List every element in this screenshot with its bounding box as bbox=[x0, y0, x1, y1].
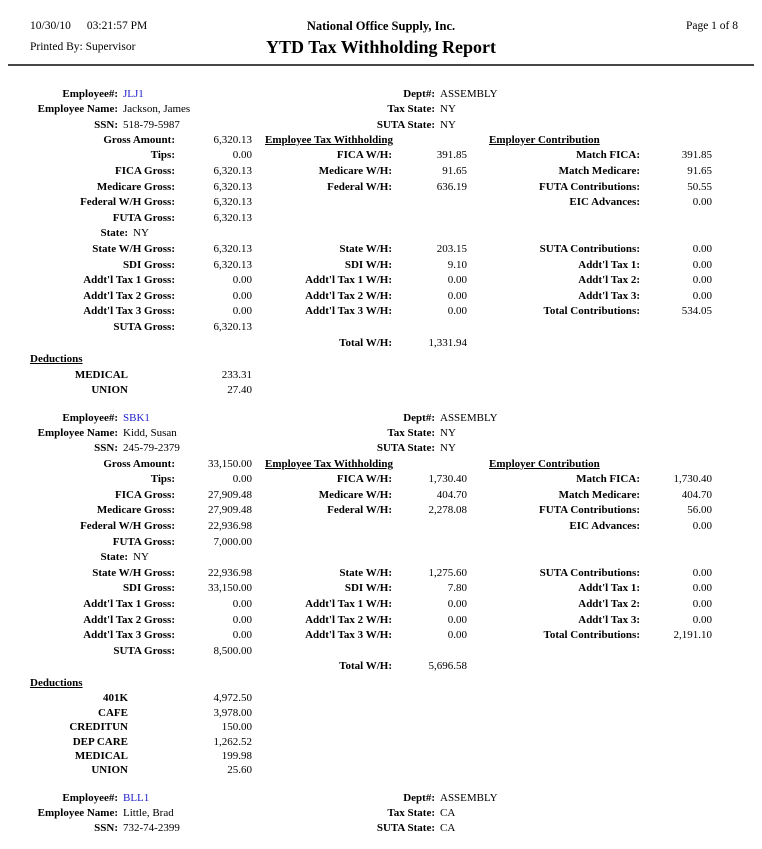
row-label: Medicare W/H: bbox=[318, 488, 392, 501]
deduction-label: MEDICAL bbox=[74, 750, 128, 763]
info-value: CA bbox=[440, 822, 456, 835]
row-label: Addt'l Tax 2 W/H: bbox=[305, 289, 392, 302]
employee-tax-withholding-header: Employee Tax Withholding bbox=[265, 133, 393, 146]
row-value: 0.00 bbox=[232, 274, 252, 287]
deduction-label: DEP CARE bbox=[72, 735, 128, 748]
info-label: Employee#: bbox=[62, 88, 118, 100]
row-value: 1,275.60 bbox=[428, 566, 467, 579]
tax-grid-row bbox=[30, 457, 762, 473]
info-value: 245-79-2379 bbox=[123, 442, 180, 455]
state-value: NY bbox=[133, 227, 149, 240]
row-label: Addt'l Tax 3 Gross: bbox=[83, 305, 175, 318]
row-label: FUTA Contributions: bbox=[539, 180, 640, 193]
row-value: 2,278.08 bbox=[428, 504, 467, 517]
row-value: 50.55 bbox=[687, 180, 712, 193]
row-value: 534.05 bbox=[681, 305, 712, 318]
info-value: ASSEMBLY bbox=[440, 411, 498, 424]
deduction-value: 233.31 bbox=[221, 368, 252, 381]
info-value: ASSEMBLY bbox=[440, 88, 498, 100]
row-label: Total W/H: bbox=[339, 660, 392, 673]
deduction-row bbox=[30, 763, 762, 777]
info-label: Employee Name: bbox=[37, 427, 118, 439]
row-value: 6,320.13 bbox=[213, 321, 252, 334]
row-label: EIC Advances: bbox=[569, 196, 640, 209]
deduction-row bbox=[30, 749, 762, 763]
info-value: NY bbox=[440, 427, 456, 439]
info-label: Dept#: bbox=[403, 791, 435, 804]
row-value: 1,331.94 bbox=[428, 336, 467, 349]
employee-info bbox=[30, 791, 762, 837]
row-value: 27,909.48 bbox=[208, 504, 252, 517]
row-label: Federal W/H: bbox=[327, 504, 392, 517]
deduction-label: UNION bbox=[91, 383, 128, 396]
deduction-row bbox=[30, 706, 762, 720]
info-label: Employee#: bbox=[62, 791, 118, 804]
deduction-label: UNION bbox=[91, 764, 128, 777]
info-label: SSN: bbox=[94, 118, 118, 131]
print-date: 10/30/10 bbox=[30, 20, 71, 32]
row-value: 404.70 bbox=[681, 488, 712, 501]
row-value: 6,320.13 bbox=[213, 133, 252, 146]
info-value: NY bbox=[440, 118, 456, 131]
row-label: SDI W/H: bbox=[344, 582, 392, 595]
report-body bbox=[0, 66, 762, 837]
row-label: Match Medicare: bbox=[558, 488, 640, 501]
row-label: Tips: bbox=[150, 149, 175, 162]
row-label: Federal W/H: bbox=[327, 180, 392, 193]
row-value: 6,320.13 bbox=[213, 211, 252, 224]
row-value: 0.00 bbox=[692, 519, 712, 532]
employee-section bbox=[0, 87, 762, 398]
report-title: YTD Tax Withholding Report bbox=[266, 37, 496, 57]
employee-info bbox=[30, 411, 762, 457]
row-label: Addt'l Tax 3: bbox=[578, 613, 640, 626]
tax-grid-row bbox=[30, 519, 762, 535]
employer-contribution-header: Employer Contribution bbox=[489, 133, 600, 146]
row-value: 22,936.98 bbox=[208, 566, 252, 579]
row-value: 56.00 bbox=[687, 504, 712, 517]
row-label: State W/H Gross: bbox=[92, 243, 175, 256]
row-value: 6,320.13 bbox=[213, 258, 252, 271]
row-label: EIC Advances: bbox=[569, 519, 640, 532]
deduction-row bbox=[30, 691, 762, 705]
row-label: Addt'l Tax 1 W/H: bbox=[305, 274, 392, 287]
info-value: 732-74-2399 bbox=[123, 822, 180, 835]
row-value: 6,320.13 bbox=[213, 165, 252, 178]
row-label: Tips: bbox=[150, 473, 175, 486]
row-label: Match Medicare: bbox=[558, 165, 640, 178]
row-label: SUTA Contributions: bbox=[539, 566, 640, 579]
employee-section bbox=[0, 411, 762, 778]
row-value: 0.00 bbox=[692, 613, 712, 626]
row-label: Addt'l Tax 1 W/H: bbox=[305, 597, 392, 610]
row-value: 1,730.40 bbox=[673, 473, 712, 486]
row-value: 91.65 bbox=[442, 165, 467, 178]
row-value: 8,500.00 bbox=[213, 644, 252, 657]
row-value: 391.85 bbox=[681, 149, 712, 162]
printed-by: Printed By: Supervisor bbox=[30, 41, 136, 53]
tax-grid-row bbox=[30, 503, 762, 519]
row-label: SDI Gross: bbox=[122, 258, 175, 271]
tax-grid-row bbox=[30, 581, 762, 597]
page-number: Page 1 of 8 bbox=[685, 20, 738, 32]
tax-grid-row bbox=[30, 258, 762, 274]
row-value: 5,696.58 bbox=[428, 660, 467, 673]
row-label: Gross Amount: bbox=[103, 133, 175, 146]
row-value: 1,730.40 bbox=[428, 473, 467, 486]
row-value: 0.00 bbox=[232, 305, 252, 318]
row-value: 33,150.00 bbox=[208, 457, 252, 470]
deduction-value: 1,262.52 bbox=[213, 735, 252, 748]
info-label: Dept#: bbox=[403, 88, 435, 100]
deduction-row bbox=[30, 735, 762, 749]
row-label: Addt'l Tax 3 W/H: bbox=[305, 305, 392, 318]
tax-grid bbox=[30, 457, 762, 675]
row-label: Federal W/H Gross: bbox=[80, 196, 175, 209]
row-value: 0.00 bbox=[692, 258, 712, 271]
tax-grid-row bbox=[30, 273, 762, 289]
info-label: Tax State: bbox=[387, 807, 435, 820]
info-value: CA bbox=[440, 807, 456, 820]
deductions-header: Deductions bbox=[30, 676, 83, 689]
tax-grid-row bbox=[30, 289, 762, 305]
tax-grid-row bbox=[30, 597, 762, 613]
row-label: FUTA Gross: bbox=[112, 535, 175, 548]
info-value: 518-79-5987 bbox=[123, 118, 180, 131]
row-value: 0.00 bbox=[692, 582, 712, 595]
employee-section bbox=[0, 791, 762, 837]
row-value: 404.70 bbox=[436, 488, 467, 501]
row-value: 0.00 bbox=[692, 289, 712, 302]
company-name: National Office Supply, Inc. bbox=[306, 19, 456, 33]
row-value: 22,936.98 bbox=[208, 519, 252, 532]
row-label: Addt'l Tax 2 Gross: bbox=[83, 289, 175, 302]
report-header bbox=[0, 0, 762, 66]
row-label: Medicare W/H: bbox=[318, 165, 392, 178]
row-label: FUTA Gross: bbox=[112, 211, 175, 224]
info-label: SSN: bbox=[94, 442, 118, 455]
info-value: Kidd, Susan bbox=[123, 427, 177, 439]
row-label: Addt'l Tax 2: bbox=[578, 274, 640, 287]
row-label: SUTA Gross: bbox=[113, 644, 175, 657]
row-value: 0.00 bbox=[232, 149, 252, 162]
deduction-value: 4,972.50 bbox=[213, 692, 252, 705]
row-label: Federal W/H Gross: bbox=[80, 519, 175, 532]
row-label: FICA W/H: bbox=[336, 473, 392, 486]
row-label: Addt'l Tax 2 W/H: bbox=[305, 613, 392, 626]
row-value: 0.00 bbox=[692, 274, 712, 287]
deduction-value: 3,978.00 bbox=[213, 706, 252, 719]
state-label: State: bbox=[100, 227, 128, 240]
deduction-label: 401K bbox=[102, 692, 128, 705]
row-label: Addt'l Tax 1: bbox=[578, 258, 640, 271]
row-value: 0.00 bbox=[447, 305, 467, 318]
row-label: Addt'l Tax 2 Gross: bbox=[83, 613, 175, 626]
tax-grid-row bbox=[30, 644, 762, 660]
state-row bbox=[30, 550, 252, 566]
row-value: 91.65 bbox=[687, 165, 712, 178]
info-value: Little, Brad bbox=[123, 807, 174, 820]
row-value: 0.00 bbox=[232, 629, 252, 642]
tax-grid-row bbox=[30, 628, 762, 644]
info-label: SSN: bbox=[94, 822, 118, 835]
tax-grid-row bbox=[30, 148, 762, 164]
row-value: 0.00 bbox=[692, 196, 712, 209]
row-label: FICA Gross: bbox=[115, 165, 175, 178]
row-value: 6,320.13 bbox=[213, 196, 252, 209]
row-label: SUTA Gross: bbox=[113, 321, 175, 334]
deductions-header: Deductions bbox=[30, 353, 83, 366]
info-label: Employee#: bbox=[62, 411, 118, 424]
employee-info bbox=[30, 87, 762, 133]
row-label: Addt'l Tax 1 Gross: bbox=[83, 274, 175, 287]
tax-grid-row bbox=[30, 226, 762, 242]
row-label: Match FICA: bbox=[576, 149, 640, 162]
tax-grid-row bbox=[30, 550, 762, 566]
row-label: Medicare Gross: bbox=[96, 180, 175, 193]
print-time: 03:21:57 PM bbox=[86, 20, 148, 32]
tax-grid-row bbox=[30, 320, 762, 336]
row-value: 0.00 bbox=[447, 274, 467, 287]
row-label: FICA Gross: bbox=[115, 488, 175, 501]
deduction-label: MEDICAL bbox=[74, 368, 128, 381]
info-label: SUTA State: bbox=[376, 442, 435, 455]
row-label: SDI W/H: bbox=[344, 258, 392, 271]
row-value: 2,191.10 bbox=[673, 629, 712, 642]
employee-id: BLL1 bbox=[123, 791, 150, 804]
tax-grid-row bbox=[30, 566, 762, 582]
row-label: Total Contributions: bbox=[543, 629, 640, 642]
tax-grid-row bbox=[30, 336, 762, 352]
row-label: FUTA Contributions: bbox=[539, 504, 640, 517]
row-value: 9.10 bbox=[447, 258, 467, 271]
row-value: 203.15 bbox=[436, 243, 467, 256]
info-label: Tax State: bbox=[387, 103, 435, 116]
header-divider bbox=[8, 64, 754, 66]
row-label: State W/H: bbox=[339, 243, 392, 256]
row-label: Total W/H: bbox=[339, 336, 392, 349]
info-value: Jackson, James bbox=[123, 103, 191, 116]
tax-grid-row bbox=[30, 211, 762, 227]
row-value: 6,320.13 bbox=[213, 243, 252, 256]
row-label: Gross Amount: bbox=[103, 457, 175, 470]
tax-grid-row bbox=[30, 472, 762, 488]
deduction-value: 199.98 bbox=[221, 750, 252, 763]
info-label: SUTA State: bbox=[376, 822, 435, 835]
tax-grid-row bbox=[30, 133, 762, 149]
row-label: SUTA Contributions: bbox=[539, 243, 640, 256]
deduction-label: CREDITUN bbox=[69, 721, 128, 734]
row-value: 0.00 bbox=[232, 289, 252, 302]
tax-grid-row bbox=[30, 488, 762, 504]
tax-grid-row bbox=[30, 304, 762, 320]
row-value: 0.00 bbox=[232, 613, 252, 626]
employer-contribution-header: Employer Contribution bbox=[489, 457, 600, 470]
row-label: State W/H: bbox=[339, 566, 392, 579]
employee-id: JLJ1 bbox=[123, 88, 144, 100]
employee-tax-withholding-header: Employee Tax Withholding bbox=[265, 457, 393, 470]
row-value: 0.00 bbox=[447, 597, 467, 610]
row-label: Addt'l Tax 1 Gross: bbox=[83, 597, 175, 610]
employee-id: SBK1 bbox=[123, 411, 150, 424]
tax-grid bbox=[30, 133, 762, 351]
tax-grid-row bbox=[30, 180, 762, 196]
deduction-value: 27.40 bbox=[227, 383, 252, 396]
row-label: Match FICA: bbox=[576, 473, 640, 486]
row-label: Addt'l Tax 1: bbox=[578, 582, 640, 595]
row-value: 7.80 bbox=[447, 582, 467, 595]
row-value: 0.00 bbox=[232, 597, 252, 610]
info-label: Dept#: bbox=[403, 411, 435, 424]
state-value: NY bbox=[133, 551, 149, 564]
row-label: Total Contributions: bbox=[543, 305, 640, 318]
info-label: SUTA State: bbox=[376, 118, 435, 131]
info-label: Tax State: bbox=[387, 427, 435, 439]
row-label: Addt'l Tax 3: bbox=[578, 289, 640, 302]
deduction-label: CAFE bbox=[98, 706, 128, 719]
row-label: FICA W/H: bbox=[336, 149, 392, 162]
tax-grid-row bbox=[30, 242, 762, 258]
row-label: Addt'l Tax 3 W/H: bbox=[305, 629, 392, 642]
info-label: Employee Name: bbox=[37, 807, 118, 820]
row-value: 0.00 bbox=[232, 473, 252, 486]
row-label: Addt'l Tax 2: bbox=[578, 597, 640, 610]
tax-grid-row bbox=[30, 613, 762, 629]
info-value: NY bbox=[440, 103, 456, 116]
row-label: SDI Gross: bbox=[122, 582, 175, 595]
deduction-row bbox=[30, 720, 762, 734]
row-label: State W/H Gross: bbox=[92, 566, 175, 579]
row-value: 0.00 bbox=[447, 629, 467, 642]
row-value: 0.00 bbox=[447, 613, 467, 626]
row-value: 391.85 bbox=[436, 149, 467, 162]
info-value: NY bbox=[440, 442, 456, 455]
deduction-row bbox=[30, 368, 762, 383]
row-label: Medicare Gross: bbox=[96, 504, 175, 517]
row-value: 6,320.13 bbox=[213, 180, 252, 193]
row-value: 0.00 bbox=[692, 566, 712, 579]
row-value: 7,000.00 bbox=[213, 535, 252, 548]
tax-grid-row bbox=[30, 164, 762, 180]
tax-grid-row bbox=[30, 195, 762, 211]
row-label: Addt'l Tax 3 Gross: bbox=[83, 629, 175, 642]
state-row bbox=[30, 226, 252, 242]
row-value: 0.00 bbox=[692, 597, 712, 610]
tax-grid-row bbox=[30, 535, 762, 551]
row-value: 0.00 bbox=[692, 243, 712, 256]
deduction-row bbox=[30, 383, 762, 398]
row-value: 27,909.48 bbox=[208, 488, 252, 501]
row-value: 0.00 bbox=[447, 289, 467, 302]
row-value: 636.19 bbox=[436, 180, 467, 193]
state-label: State: bbox=[100, 551, 128, 564]
deduction-value: 25.60 bbox=[227, 764, 252, 777]
deduction-value: 150.00 bbox=[221, 721, 252, 734]
info-value: ASSEMBLY bbox=[440, 791, 498, 804]
tax-grid-row bbox=[30, 659, 762, 675]
info-label: Employee Name: bbox=[37, 103, 118, 116]
row-value: 33,150.00 bbox=[208, 582, 252, 595]
